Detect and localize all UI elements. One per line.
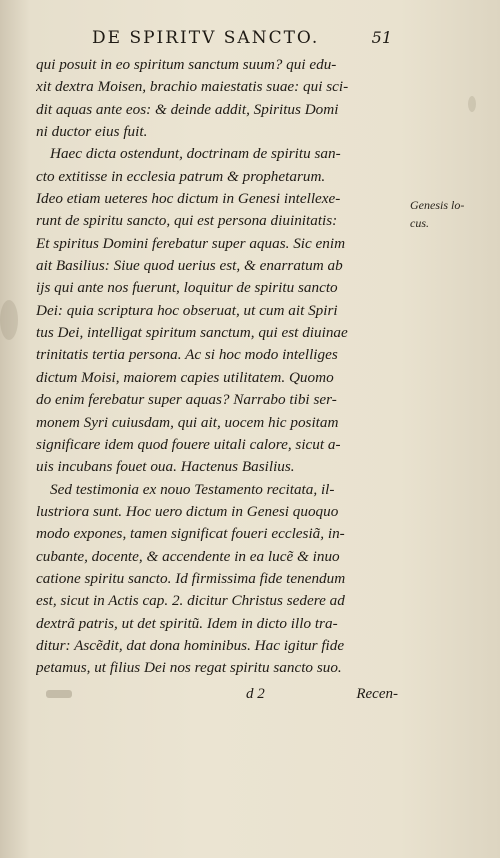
- text-line: cubante, docente, & accendente in ea lucẽ & inuo: [36, 547, 340, 565]
- text-line: monem Syri cuiusdam, qui ait, uocem hic positam: [36, 413, 339, 431]
- text-line: qui posuit in eo spiritum sanctum suum? qui edu-: [36, 56, 337, 73]
- text-line: Dei: quia scriptura hoc obseruat, ut cum ait Spiri: [36, 301, 338, 319]
- text-line: Sed testimonia ex nouo Testamento recitata, il-: [50, 480, 335, 498]
- text-line: tus Dei, intelligat spiritum sanctum, qui est diuinae: [36, 324, 348, 342]
- text-line: trinitatis tertia persona. Ac si hoc modo intelliges: [36, 346, 338, 364]
- text-line: cto extitisse in ecclesia patrum & prophetarum.: [36, 167, 326, 185]
- margin-note-line: Genesis lo-: [410, 198, 465, 212]
- running-title: DE SPIRITV SANCTO.: [92, 28, 320, 48]
- text-line: lustriora sunt. Hoc uero dictum in Genesi quoquo: [36, 502, 339, 520]
- text-line: ijs qui ante nos fuerunt, loquitur de spiritu sancto: [36, 279, 338, 297]
- ink-smudge: [46, 690, 72, 698]
- paper-stain: [468, 96, 476, 112]
- body-text: [36, 54, 398, 680]
- text-line: do enim ferebatur super aquas? Narrabo tibi ser-: [36, 391, 337, 409]
- text-line: Ideo etiam ueteres hoc dictum in Genesi intellexe-: [36, 190, 341, 208]
- text-line: xit dextra Moisen, brachio maiestatis suae: qui sci-: [36, 78, 349, 96]
- page-number: 51: [371, 28, 392, 47]
- text-line: catione spiritu sancto. Id firmissima fide tenendum: [36, 569, 346, 587]
- text-line: modo expones, tamen significat foueri ecclesiã, in-: [36, 525, 345, 543]
- catchword: Recen-: [356, 686, 398, 702]
- text-line: est, sicut in Actis cap. 2. dicitur Christus sedere ad: [36, 592, 345, 610]
- text-line: petamus, ut filius Dei nos regat spiritu sancto suo.: [36, 659, 342, 677]
- text-line: dictum Moisi, maiorem capies utilitatem. Quomo: [36, 368, 334, 386]
- running-header: [92, 28, 392, 48]
- text-line: runt de spiritu sancto, qui est persona diuinitatis:: [36, 212, 338, 230]
- text-line: Et spiritus Domini ferebatur super aquas. Sic enim: [36, 234, 346, 252]
- text-line: ni ductor eius fuit.: [36, 123, 148, 141]
- text-line: Haec dicta ostendunt, doctrinam de spiritu san-: [50, 145, 341, 163]
- margin-note-line: cus.: [410, 216, 429, 230]
- text-line: ditur: Ascẽdit, dat dona hominibus. Hac igitur fide: [36, 636, 345, 654]
- text-line: uis incubans fouet oua. Hactenus Basilius.: [36, 458, 295, 476]
- signature-mark: d 2: [246, 686, 265, 702]
- text-line: dextrã patris, ut det spiritũ. Idem in dicto illo tra-: [36, 614, 338, 632]
- text-line: ait Basilius: Siue quod uerius est, & enarratum ab: [36, 257, 343, 275]
- text-line: dit aquas ante eos: & deinde addit, Spiritus Domi: [36, 100, 339, 118]
- paper-stain: [0, 300, 18, 340]
- page-footer: [36, 686, 398, 710]
- margin-note: [410, 196, 480, 232]
- text-line: significare idem quod fouere uitali calore, sicut a-: [36, 435, 341, 453]
